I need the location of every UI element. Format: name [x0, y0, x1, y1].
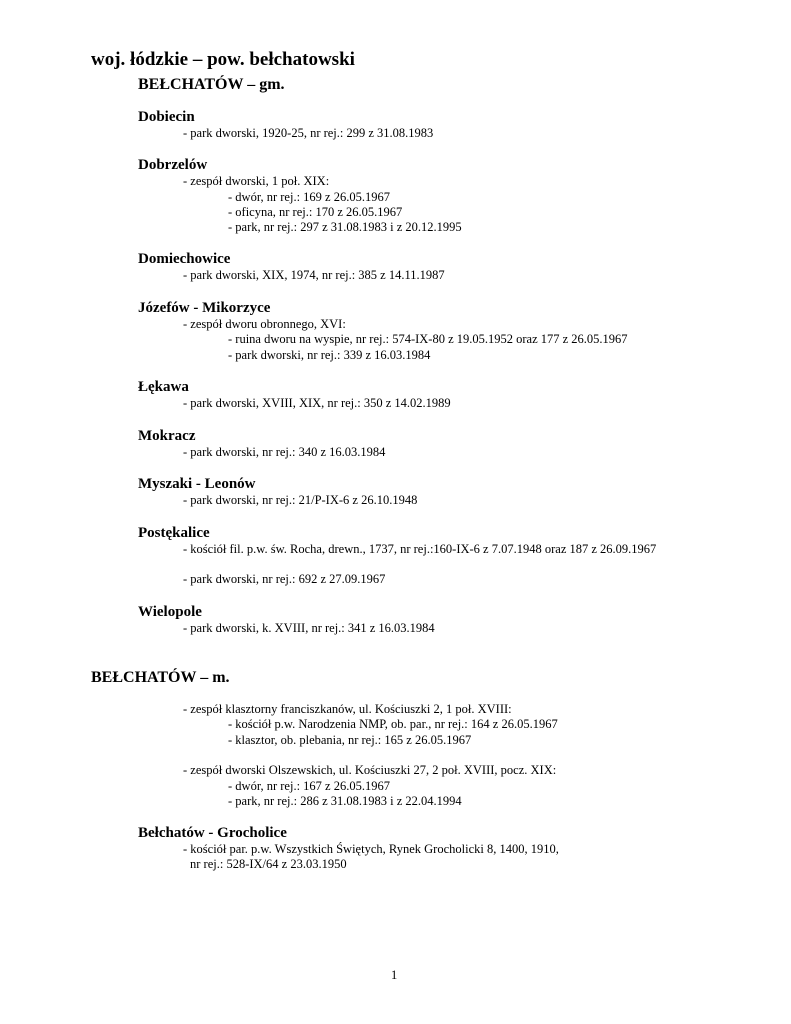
- gmina-heading: BEŁCHATÓW – gm.: [138, 76, 285, 93]
- entry-subline: - park dworski, nr rej.: 339 z 16.03.1984: [228, 348, 431, 362]
- entry-line: - park dworski, k. XVIII, nr rej.: 341 z 16.03.1984: [183, 621, 435, 635]
- entry-subline: - park, nr rej.: 297 z 31.08.1983 i z 20.12.1995: [228, 220, 462, 234]
- locality-heading: Józefów - Mikorzyce: [138, 300, 271, 316]
- locality-heading: Łękawa: [138, 379, 189, 395]
- entry-line: - zespół klasztorny franciszkanów, ul. Kościuszki 2, 1 poł. XVIII:: [183, 702, 512, 716]
- entry-line: - zespół dworu obronnego, XVI:: [183, 317, 346, 331]
- entry-line: - park dworski, 1920-25, nr rej.: 299 z 31.08.1983: [183, 126, 434, 140]
- page-number: 1: [391, 968, 398, 982]
- entry-line: - park dworski, nr rej.: 21/P-IX-6 z 26.10.1948: [183, 493, 418, 507]
- page-title: woj. łódzkie – pow. bełchatowski: [91, 49, 355, 70]
- entry-subline: - ruina dworu na wyspie, nr rej.: 574-IX-80 z 19.05.1952 oraz 177 z 26.05.1967: [228, 332, 628, 346]
- locality-heading: Myszaki - Leonów: [138, 476, 256, 492]
- entry-line: - zespół dworski Olszewskich, ul. Kościuszki 27, 2 poł. XVIII, pocz. XIX:: [183, 763, 557, 777]
- entry-line: - park dworski, XVIII, XIX, nr rej.: 350 z 14.02.1989: [183, 396, 451, 410]
- locality-heading: Domiechowice: [138, 251, 231, 267]
- locality-heading: Dobiecin: [138, 109, 195, 125]
- entry-subline: - oficyna, nr rej.: 170 z 26.05.1967: [228, 205, 403, 219]
- entry-line: - kościół par. p.w. Wszystkich Świętych, Rynek Grocholicki 8, 1400, 1910,: [183, 842, 559, 856]
- entry-line: - park dworski, XIX, 1974, nr rej.: 385 z 14.11.1987: [183, 268, 445, 282]
- entry-subline: - dwór, nr rej.: 169 z 26.05.1967: [228, 190, 390, 204]
- entry-line: - park dworski, nr rej.: 340 z 16.03.1984: [183, 445, 386, 459]
- entry-subline: - klasztor, ob. plebania, nr rej.: 165 z 26.05.1967: [228, 733, 472, 747]
- locality-heading: Wielopole: [138, 604, 202, 620]
- entry-line: - zespół dworski, 1 poł. XIX:: [183, 174, 330, 188]
- entry-line: - park dworski, nr rej.: 692 z 27.09.1967: [183, 572, 386, 586]
- entry-line: - kościół fil. p.w. św. Rocha, drewn., 1737, nr rej.:160-IX-6 z 7.07.1948 oraz 187 z 26.09.1967: [183, 542, 657, 556]
- entry-subline: - kościół p.w. Narodzenia NMP, ob. par., nr rej.: 164 z 26.05.1967: [228, 717, 558, 731]
- locality-heading: Postękalice: [138, 525, 210, 541]
- entry-subline: - park, nr rej.: 286 z 31.08.1983 i z 22.04.1994: [228, 794, 462, 808]
- entry-subline: - dwór, nr rej.: 167 z 26.05.1967: [228, 779, 390, 793]
- locality-heading: Dobrzelów: [138, 157, 208, 173]
- locality-heading: Mokracz: [138, 428, 196, 444]
- entry-line-continuation: nr rej.: 528-IX/64 z 23.03.1950: [190, 857, 347, 871]
- miasto-heading: BEŁCHATÓW – m.: [91, 669, 230, 686]
- locality-heading: Bełchatów - Grocholice: [138, 825, 287, 841]
